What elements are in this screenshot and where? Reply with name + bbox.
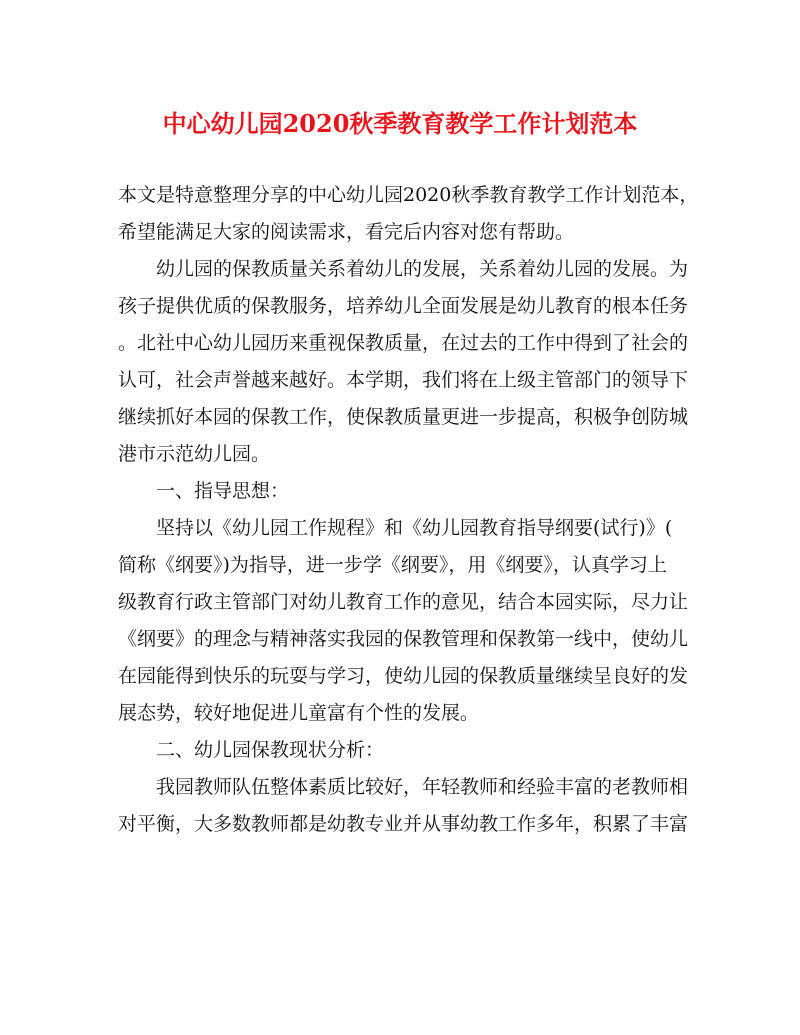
section-heading-guiding-thought bbox=[118, 473, 690, 510]
text-line: 《纲要》的理念与精神落实我园的保教管理和保教第一线中，使幼儿 bbox=[118, 628, 689, 650]
text-line: 一、指导思想： bbox=[156, 480, 290, 502]
text-line: 坚持以《幼儿园工作规程》和《幼儿园教育指导纲要(试行)》( bbox=[156, 517, 673, 539]
text-line: 我园教师队伍整体素质比较好，年轻教师和经验丰富的老教师相 bbox=[156, 776, 689, 798]
paragraph-quality bbox=[118, 251, 690, 473]
text-line: 简称《纲要》)为指导，进一步学《纲要》，用《纲要》，认真学习上 bbox=[118, 554, 667, 576]
section-heading-status-analysis bbox=[118, 732, 690, 769]
text-line: 港市示范幼儿园。 bbox=[118, 443, 271, 465]
text-line: 幼儿园的保教质量关系着幼儿的发展，关系着幼儿园的发展。为 bbox=[156, 258, 689, 280]
text-line: 本文是特意整理分享的中心幼儿园2020秋季教育教学工作计划范本， bbox=[118, 184, 699, 206]
text-line: 。北社中心幼儿园历来重视保教质量，在过去的工作中得到了社会的 bbox=[118, 332, 689, 354]
document-title: 中心幼儿园2020秋季教育教学工作计划范本 bbox=[162, 109, 638, 138]
text-line: 认可，社会声誉越来越好。本学期，我们将在上级主管部门的领导下 bbox=[118, 369, 689, 391]
text-line: 在园能得到快乐的玩耍与学习，使幼儿园的保教质量继续呈良好的发 bbox=[118, 665, 689, 687]
text-line: 希望能满足大家的阅读需求，看完后内容对您有帮助。 bbox=[118, 221, 575, 243]
text-line: 级教育行政主管部门对幼儿教育工作的意见，结合本园实际，尽力让 bbox=[118, 591, 689, 613]
document-body bbox=[118, 177, 699, 843]
text-line: 二、幼儿园保教现状分析： bbox=[156, 739, 385, 761]
paragraph-intro bbox=[118, 177, 699, 251]
text-line: 展态势，较好地促进儿童富有个性的发展。 bbox=[118, 702, 480, 724]
text-line: 孩子提供优质的保教服务，培养幼儿全面发展是幼儿教育的根本任务 bbox=[118, 295, 689, 317]
paragraph-status-analysis bbox=[118, 769, 690, 843]
text-line: 继续抓好本园的保教工作，使保教质量更进一步提高，积极争创防城 bbox=[118, 406, 689, 428]
text-line: 对平衡，大多数教师都是幼教专业并从事幼教工作多年，积累了丰富 bbox=[118, 813, 689, 835]
paragraph-guiding-thought bbox=[118, 510, 690, 732]
